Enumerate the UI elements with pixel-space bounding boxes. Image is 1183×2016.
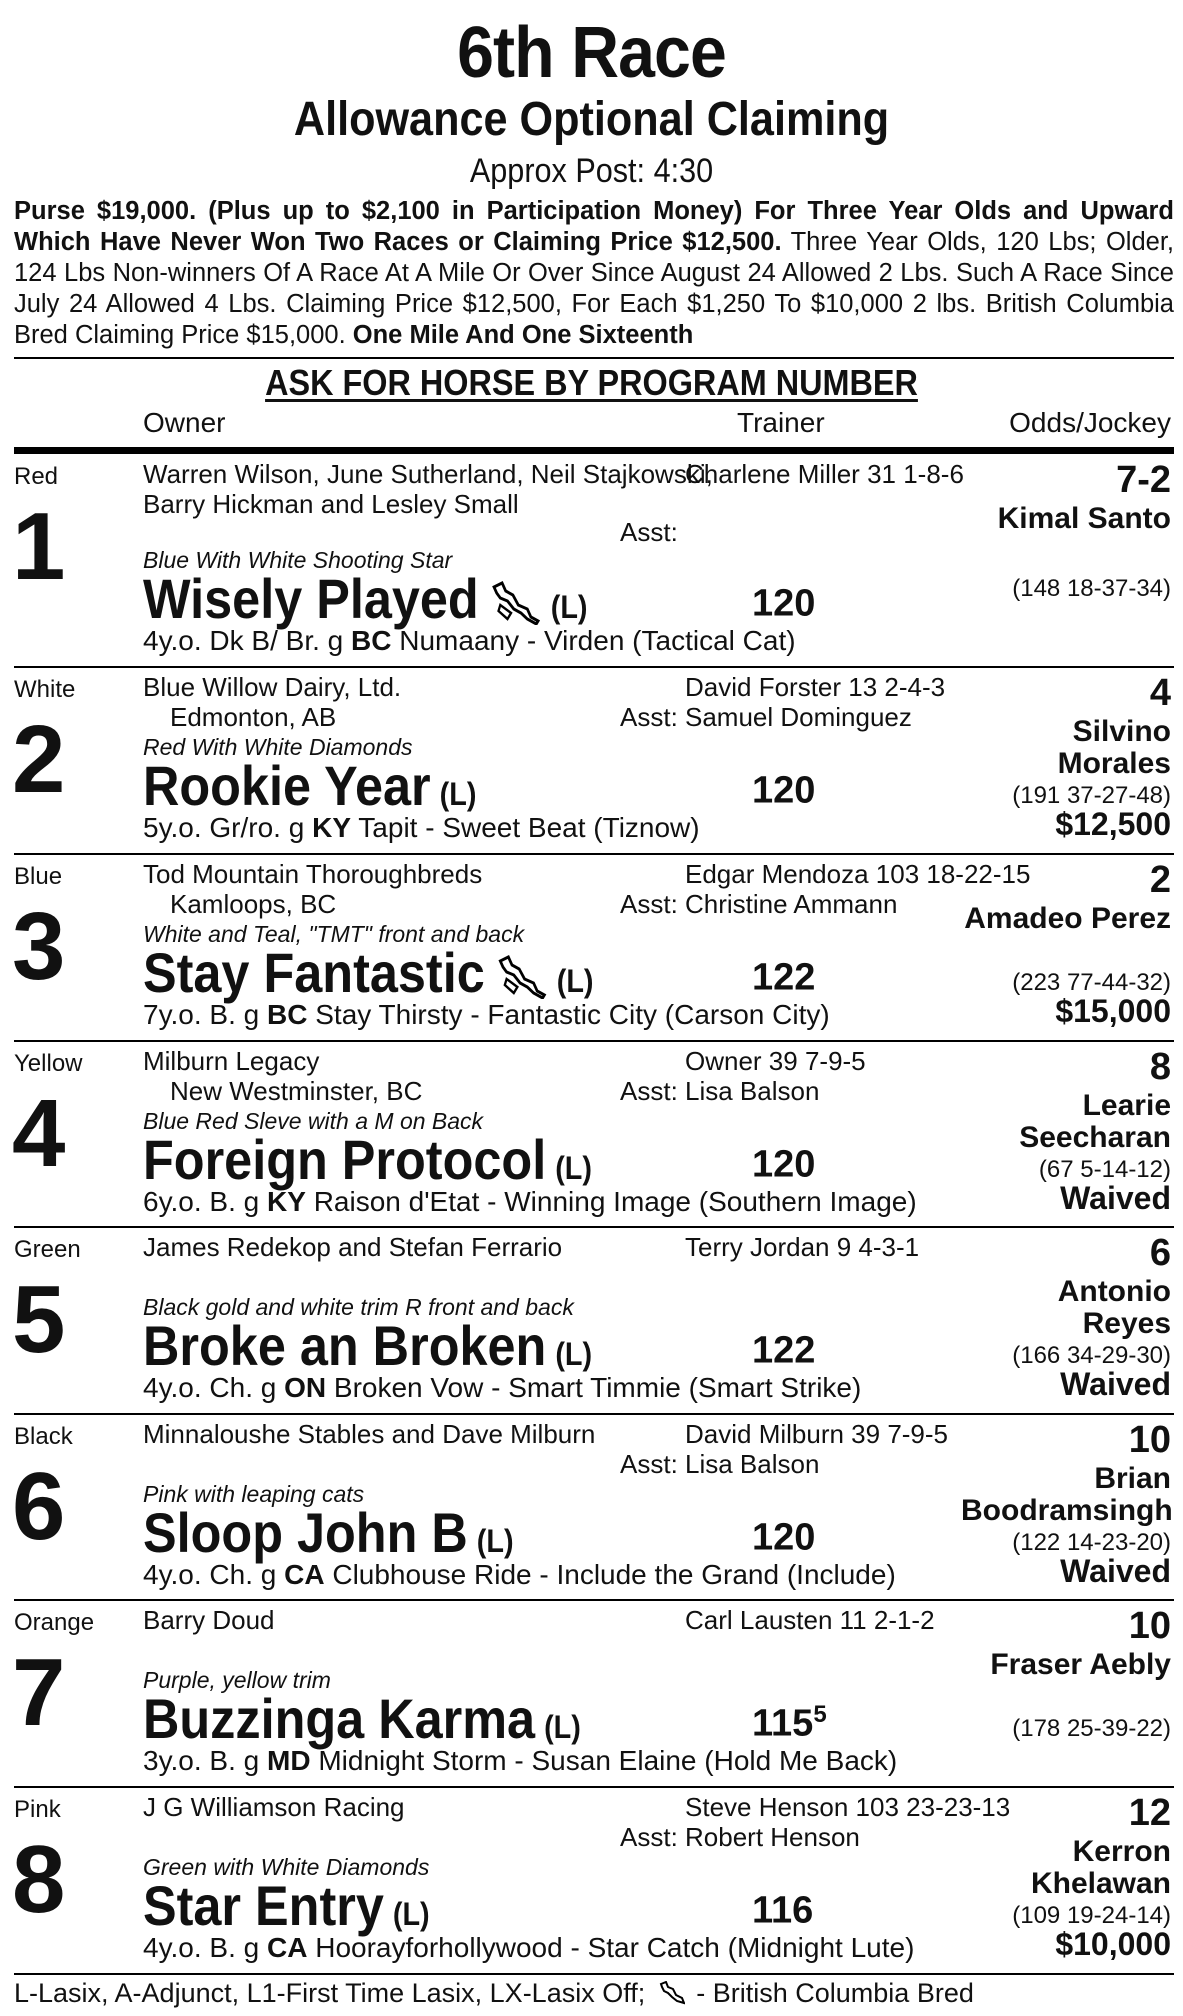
owner — [143, 672, 401, 702]
assistant-label: Asst: — [620, 517, 678, 547]
age-sex: 4y.o. Ch. g — [143, 1372, 277, 1403]
assistant-trainer: Lisa Balson — [685, 1449, 820, 1479]
weight-allowance: 5 — [813, 1701, 827, 1728]
owner-line-1: Barry Doud — [143, 1605, 275, 1635]
col-trainer: Trainer — [737, 407, 825, 438]
bred-state: KY — [312, 812, 352, 843]
sire-dam: Raison d'Etat - Winning Image (Southern Image) — [313, 1186, 917, 1217]
legend-bc-text: - British Columbia Bred — [696, 1978, 974, 2008]
claiming-price: $12,500 — [1055, 806, 1171, 842]
bred-state: BC — [351, 625, 392, 656]
owner-line-1: J G Williamson Racing — [143, 1792, 405, 1822]
trainer: David Milburn 39 7-9-5 — [685, 1419, 949, 1449]
owner — [143, 1605, 275, 1635]
assistant-label: Asst: — [620, 1822, 678, 1852]
medication: (L) — [544, 1709, 581, 1745]
jockey-stats: (166 34-29-30) — [1012, 1342, 1171, 1369]
program-number: 1 — [12, 493, 66, 600]
trainer: Edgar Mendoza 103 18-22-15 — [685, 859, 1031, 889]
weight — [752, 581, 815, 626]
weight-value: 120 — [752, 1516, 816, 1559]
claiming-price: Waived — [1060, 1180, 1171, 1216]
conditions-text: Three Year Olds, 120 Lbs; Older, 124 Lbs Non-winners Of A Race At A Mile Or Over Since August 24 Allowed 2 Lbs. Such A Race Since July 24 Allowed 4 Lbs. Claiming Price $12,500, For Each $1,250 To $10,000 2 lbs. British Columbia Bred Claiming Price $15,000. — [14, 228, 1174, 349]
owner — [143, 1232, 562, 1262]
weight-value: 115 — [752, 1702, 814, 1745]
divider-header — [14, 447, 1174, 454]
medication: (L) — [555, 1150, 592, 1186]
program-number: 2 — [12, 706, 66, 813]
legend — [14, 1978, 974, 2009]
saddle-color: Red — [14, 463, 59, 490]
weight — [752, 1701, 827, 1746]
entry-5 — [0, 1228, 1183, 1415]
medication: (L) — [476, 1523, 514, 1559]
bred-state: ON — [284, 1372, 327, 1403]
silks: Purple, yellow trim — [143, 1667, 331, 1693]
program-number: 8 — [12, 1826, 66, 1933]
jockey: Learie Seecharan — [1019, 1089, 1171, 1154]
age-sex: 4y.o. Ch. g — [143, 1559, 277, 1590]
jockey-stats: (109 19-24-14) — [1012, 1902, 1171, 1929]
morning-line-odds: 12 — [1128, 1792, 1171, 1834]
horse-name: Rookie Year — [143, 754, 431, 817]
owner-line-1: Minnaloushe Stables and Dave Milburn — [143, 1419, 596, 1449]
entry-4 — [0, 1042, 1183, 1228]
weight — [752, 1328, 815, 1373]
entry-6 — [0, 1415, 1183, 1601]
col-odds-jockey: Odds/Jockey — [1009, 407, 1171, 438]
entry-1 — [0, 455, 1183, 668]
claiming-price: $15,000 — [1055, 993, 1171, 1029]
silks: Pink with leaping cats — [143, 1481, 365, 1507]
jockey: Kerron Khelawan — [1030, 1835, 1171, 1900]
claiming-price: $10,000 — [1055, 1926, 1171, 1962]
owner-line-1: Warren Wilson, June Sutherland, Neil Stajkowski, — [143, 459, 713, 489]
trainer: Charlene Miller 31 1-8-6 — [685, 459, 964, 489]
assistant-trainer: Robert Henson — [685, 1822, 860, 1852]
owner-line-1: Blue Willow Dairy, Ltd. — [143, 672, 402, 702]
jockey: Kimal Santo — [997, 502, 1171, 535]
conditions-bold: Purse $19,000. (Plus up to $2,100 in Participation Money) For Three Year Olds and Upward Which Have Never Won Two Races or Claiming Price $12,500. — [14, 197, 1174, 256]
sire-dam: Hoorayforhollywood - Star Catch (Midnight Lute) — [315, 1932, 915, 1963]
morning-line-odds: 2 — [1149, 859, 1171, 901]
claiming-price: Waived — [1060, 1366, 1171, 1402]
saddle-color: Yellow — [14, 1050, 83, 1077]
silks: Green with White Diamonds — [143, 1854, 430, 1880]
silks: Blue With White Shooting Star — [143, 547, 453, 573]
jockey-stats: (178 25-39-22) — [1012, 1715, 1171, 1742]
entry-3 — [0, 855, 1183, 1042]
morning-line-odds: 8 — [1149, 1046, 1171, 1088]
entry-7 — [0, 1601, 1183, 1788]
sire-dam: Midnight Storm - Susan Elaine (Hold Me Back) — [318, 1745, 898, 1776]
program-number: 7 — [12, 1639, 66, 1746]
weight-value: 122 — [752, 956, 816, 999]
owner-line-1: James Redekop and Stefan Ferrario — [143, 1232, 563, 1262]
medication: (L) — [439, 776, 477, 812]
trainer: Carl Lausten 11 2-1-2 — [685, 1605, 935, 1635]
assistant-trainer: Samuel Dominguez — [685, 702, 912, 732]
assistant-label: Asst: — [620, 702, 678, 732]
medication: (L) — [392, 1896, 430, 1932]
pedigree — [143, 1372, 861, 1404]
weight-value: 116 — [752, 1889, 814, 1932]
sire-dam: Tapit - Sweet Beat (Tiznow) — [358, 812, 700, 843]
claiming-price: Waived — [1060, 1553, 1171, 1589]
bred-state: CA — [267, 1932, 308, 1963]
pedigree — [143, 999, 830, 1031]
jockey-stats: (67 5-14-12) — [1038, 1156, 1171, 1183]
pedigree — [143, 625, 796, 657]
bc-bred-icon — [491, 581, 541, 625]
program-number: 5 — [12, 1266, 66, 1373]
jockey-stats: (223 77-44-32) — [1012, 969, 1171, 996]
morning-line-odds: 7-2 — [1116, 459, 1171, 501]
morning-line-odds: 6 — [1149, 1232, 1171, 1274]
horse-name: Foreign Protocol — [143, 1128, 547, 1191]
entry-divider — [14, 1973, 1174, 1975]
horse-name: Wisely Played — [143, 567, 479, 630]
ask-banner: ASK FOR HORSE BY PROGRAM NUMBER — [265, 362, 918, 403]
trainer: Steve Henson 103 23-23-13 — [685, 1792, 1011, 1822]
assistant-label: Asst: — [620, 1449, 678, 1479]
jockey-stats: (148 18-37-34) — [1012, 575, 1171, 602]
assistant-label: Asst: — [620, 1076, 678, 1106]
saddle-color: Black — [14, 1423, 73, 1450]
weight — [752, 768, 815, 813]
age-sex: 7y.o. B. g — [143, 999, 260, 1030]
weight-value: 120 — [752, 769, 816, 812]
legend-text: L-Lasix, A-Adjunct, L1-First Time Lasix, LX-Lasix Off; — [14, 1978, 646, 2008]
owner-location: New Westminster, BC — [170, 1076, 423, 1106]
owner — [143, 459, 713, 519]
horse-name: Buzzinga Karma — [143, 1687, 536, 1750]
trainer: David Forster 13 2-4-3 — [685, 672, 946, 702]
weight-value: 122 — [752, 1329, 816, 1372]
pedigree — [143, 1932, 914, 1964]
sire-dam: Stay Thirsty - Fantastic City (Carson City) — [315, 999, 830, 1030]
owner-location: Kamloops, BC — [170, 889, 337, 919]
pedigree — [143, 812, 700, 844]
jockey-stats: (122 14-23-20) — [1012, 1529, 1171, 1556]
horse-name: Stay Fantastic — [143, 941, 485, 1004]
age-sex: 6y.o. B. g — [143, 1186, 260, 1217]
pedigree — [143, 1559, 896, 1591]
saddle-color: White — [14, 676, 76, 703]
program-number: 4 — [12, 1080, 66, 1187]
col-owner: Owner — [143, 407, 226, 438]
sire-dam: Numaany - Virden (Tactical Cat) — [399, 625, 796, 656]
owner — [143, 1046, 319, 1076]
horse-name: Broke an Broken — [143, 1314, 547, 1377]
sire-dam: Clubhouse Ride - Include the Grand (Include) — [332, 1559, 896, 1590]
bc-bred-icon — [659, 1981, 685, 2005]
sire-dam: Broken Vow - Smart Timmie (Smart Strike) — [333, 1372, 862, 1403]
bred-state: BC — [267, 999, 308, 1030]
program-number: 6 — [12, 1453, 66, 1560]
silks: Red With White Diamonds — [143, 734, 413, 760]
post-time: Approx Post: 4:30 — [469, 152, 714, 190]
pedigree — [143, 1745, 897, 1777]
conditions-distance: One Mile And One Sixteenth — [345, 321, 694, 349]
jockey: Amadeo Perez — [964, 902, 1171, 935]
jockey: Silvino Morales — [1057, 715, 1171, 780]
assistant-trainer: Christine Ammann — [685, 889, 898, 919]
divider-top — [14, 357, 1174, 359]
entry-2 — [0, 668, 1183, 855]
owner-line-1: Tod Mountain Thoroughbreds — [143, 859, 483, 889]
trainer: Terry Jordan 9 4-3-1 — [685, 1232, 920, 1262]
race-number-title: 6th Race — [457, 13, 726, 93]
race-conditions — [14, 196, 1174, 351]
weight — [752, 1142, 815, 1187]
jockey: Fraser Aebly — [990, 1648, 1171, 1681]
silks: Black gold and white trim R front and back — [143, 1294, 574, 1320]
assistant-trainer: Lisa Balson — [685, 1076, 820, 1106]
bc-bred-icon — [497, 955, 547, 999]
morning-line-odds: 10 — [1128, 1605, 1171, 1647]
medication: (L) — [550, 589, 588, 625]
saddle-color: Pink — [14, 1796, 61, 1823]
race-type-title: Allowance Optional Claiming — [293, 93, 890, 146]
jockey-stats: (191 37-27-48) — [1012, 782, 1171, 809]
program-number: 3 — [12, 893, 66, 1000]
weight — [752, 1515, 815, 1560]
saddle-color: Green — [14, 1236, 81, 1263]
entry-8 — [0, 1788, 1183, 1975]
owner — [143, 1792, 405, 1822]
silks: Blue Red Sleve with a M on Back — [143, 1108, 484, 1134]
weight — [752, 955, 815, 1000]
owner — [143, 859, 482, 889]
jockey: Brian Boodramsingh — [961, 1462, 1173, 1527]
silks: White and Teal, "TMT" front and back — [143, 921, 525, 947]
owner-line-2: Barry Hickman and Lesley Small — [143, 489, 519, 519]
owner-line-1: Milburn Legacy — [143, 1046, 320, 1076]
horse-name: Sloop John B — [143, 1501, 468, 1564]
morning-line-odds: 10 — [1128, 1419, 1171, 1461]
bred-state: MD — [267, 1745, 311, 1776]
weight-value: 120 — [752, 1143, 816, 1186]
bred-state: KY — [267, 1186, 306, 1217]
morning-line-odds: 4 — [1149, 672, 1171, 714]
owner-location: Edmonton, AB — [170, 702, 337, 732]
pedigree — [143, 1186, 917, 1218]
saddle-color: Orange — [14, 1609, 95, 1636]
weight — [752, 1888, 813, 1933]
saddle-color: Blue — [14, 863, 63, 890]
age-sex: 5y.o. Gr/ro. g — [143, 812, 305, 843]
medication: (L) — [555, 1336, 593, 1372]
owner — [143, 1419, 595, 1449]
trainer: Owner 39 7-9-5 — [685, 1046, 866, 1076]
jockey: Antonio Reyes — [1057, 1275, 1171, 1340]
bred-state: CA — [284, 1559, 325, 1590]
assistant-label: Asst: — [620, 889, 678, 919]
horse-name: Star Entry — [143, 1874, 384, 1937]
medication: (L) — [556, 963, 594, 999]
age-sex: 3y.o. B. g — [143, 1745, 260, 1776]
age-sex: 4y.o. B. g — [143, 1932, 260, 1963]
age-sex: 4y.o. Dk B/ Br. g — [143, 625, 344, 656]
weight-value: 120 — [752, 582, 816, 625]
